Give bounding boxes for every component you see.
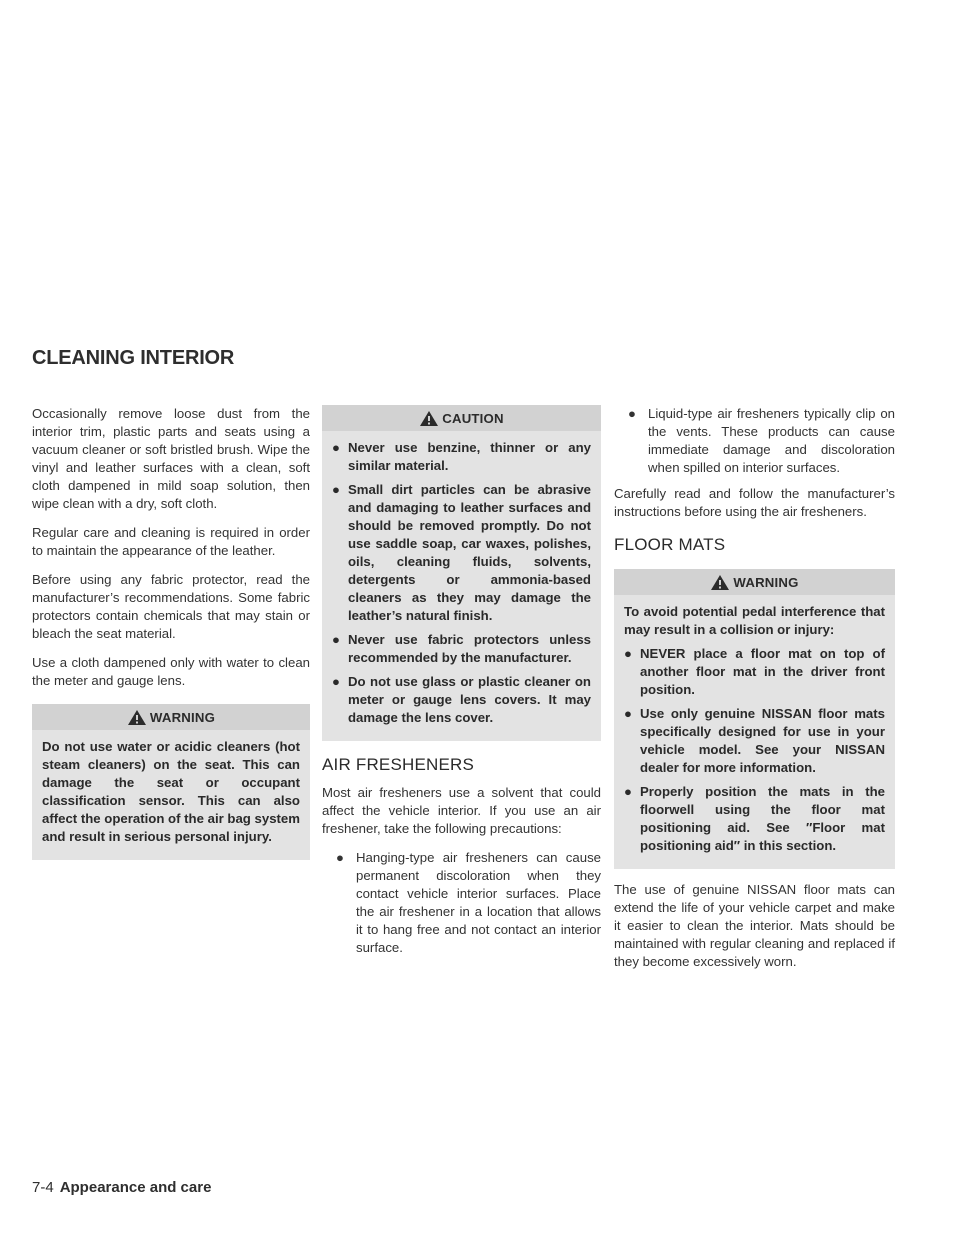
warning-icon	[419, 410, 439, 427]
paragraph: Regular care and cleaning is required in order to maintain the appearance of the leather.	[32, 525, 310, 558]
page-footer	[32, 1179, 211, 1196]
caution-heading: CAUTION	[442, 410, 504, 426]
list-item: ● Never use benzine, thinner or any similar material.	[332, 440, 591, 473]
list-item: ● NEVER place a floor mat on top of another floor mat in the driver front position.	[624, 646, 885, 697]
warning-header	[32, 704, 310, 730]
warning-icon	[127, 709, 147, 726]
column-2	[322, 405, 601, 961]
list-item: ● Small dirt particles can be abrasive and damaging to leather surfaces and should be removed promptly. Do not use saddle soap, car waxes, polishes, oils, cleaning fluids, solvents, detergents or ammonia-based cleaners as they may damage the leather’s natural finish.	[332, 482, 591, 623]
paragraph: Occasionally remove loose dust from the interior trim, plastic parts and seats using a vacuum cleaner or soft bristled brush. Wipe the vinyl and leather surfaces with a clean, soft cloth dampened in mild soap solution, then wipe clean with a dry, soft cloth.	[32, 406, 310, 511]
list-item: ● Do not use glass or plastic cleaner on meter or gauge lens covers. It may damage the lens cover.	[332, 674, 591, 725]
column-3	[614, 405, 895, 982]
footer-section: Appearance and care	[59, 1179, 212, 1196]
paragraph: Use a cloth dampened only with water to clean the meter and gauge lens.	[32, 655, 310, 688]
floor-mats-heading: FLOOR MATS	[614, 535, 726, 554]
caution-header	[322, 405, 601, 431]
list-item: ● Never use fabric protectors unless recommended by the manufacturer.	[332, 632, 591, 665]
paragraph: Carefully read and follow the manufacturer’s instructions before using the air fresheners.	[614, 486, 895, 519]
page-number: 7-4	[32, 1179, 54, 1196]
air-fresheners-heading: AIR FRESHENERS	[322, 755, 475, 774]
list-item: ● Liquid-type air fresheners typically clip on the vents. These products can cause immediate damage and discoloration when spilled on interior surfaces.	[628, 406, 895, 475]
warning-heading: WARNING	[149, 709, 216, 725]
paragraph: Before using any fabric protector, read the manufacturer’s recommendations. Some fabric protectors contain chemicals that may stain or bleach the seat material.	[32, 572, 310, 641]
warning-heading: WARNING	[733, 574, 799, 590]
list-item: ● Use only genuine NISSAN floor mats specifically designed for use in your vehicle model. See your NISSAN dealer for more information.	[624, 706, 885, 775]
warning-box	[32, 704, 310, 860]
warning-text: Do not use water or acidic cleaners (hot steam cleaners) on the seat. This can damage the seat or occupant classification sensor. This can also affect the operation of the air bag system and result in serious personal injury.	[42, 739, 300, 844]
warning-header	[614, 569, 895, 595]
column-1	[32, 405, 310, 872]
paragraph: Most air fresheners use a solvent that could affect the vehicle interior. If you use an air freshener, take the following precautions:	[322, 785, 601, 836]
list-item: ● Properly position the mats in the floorwell using the floor mat positioning aid. See ″Floor mat positioning aid″ in this section.	[624, 784, 885, 853]
warning-box	[614, 569, 895, 869]
list-item: ● Hanging-type air fresheners can cause permanent discoloration when they contact vehicle interior surfaces. Place the air freshener in a location that allows it to hang free and not contact an interior surface.	[336, 850, 601, 955]
warning-intro: To avoid potential pedal interference that may result in a collision or injury:	[624, 604, 885, 637]
warning-icon	[710, 574, 730, 591]
paragraph: The use of genuine NISSAN floor mats can extend the life of your vehicle carpet and make it easier to clean the interior. Mats should be maintained with regular cleaning and replaced if they become excessively worn.	[614, 882, 895, 969]
caution-box	[322, 405, 601, 741]
section-title: CLEANING INTERIOR	[32, 347, 235, 369]
